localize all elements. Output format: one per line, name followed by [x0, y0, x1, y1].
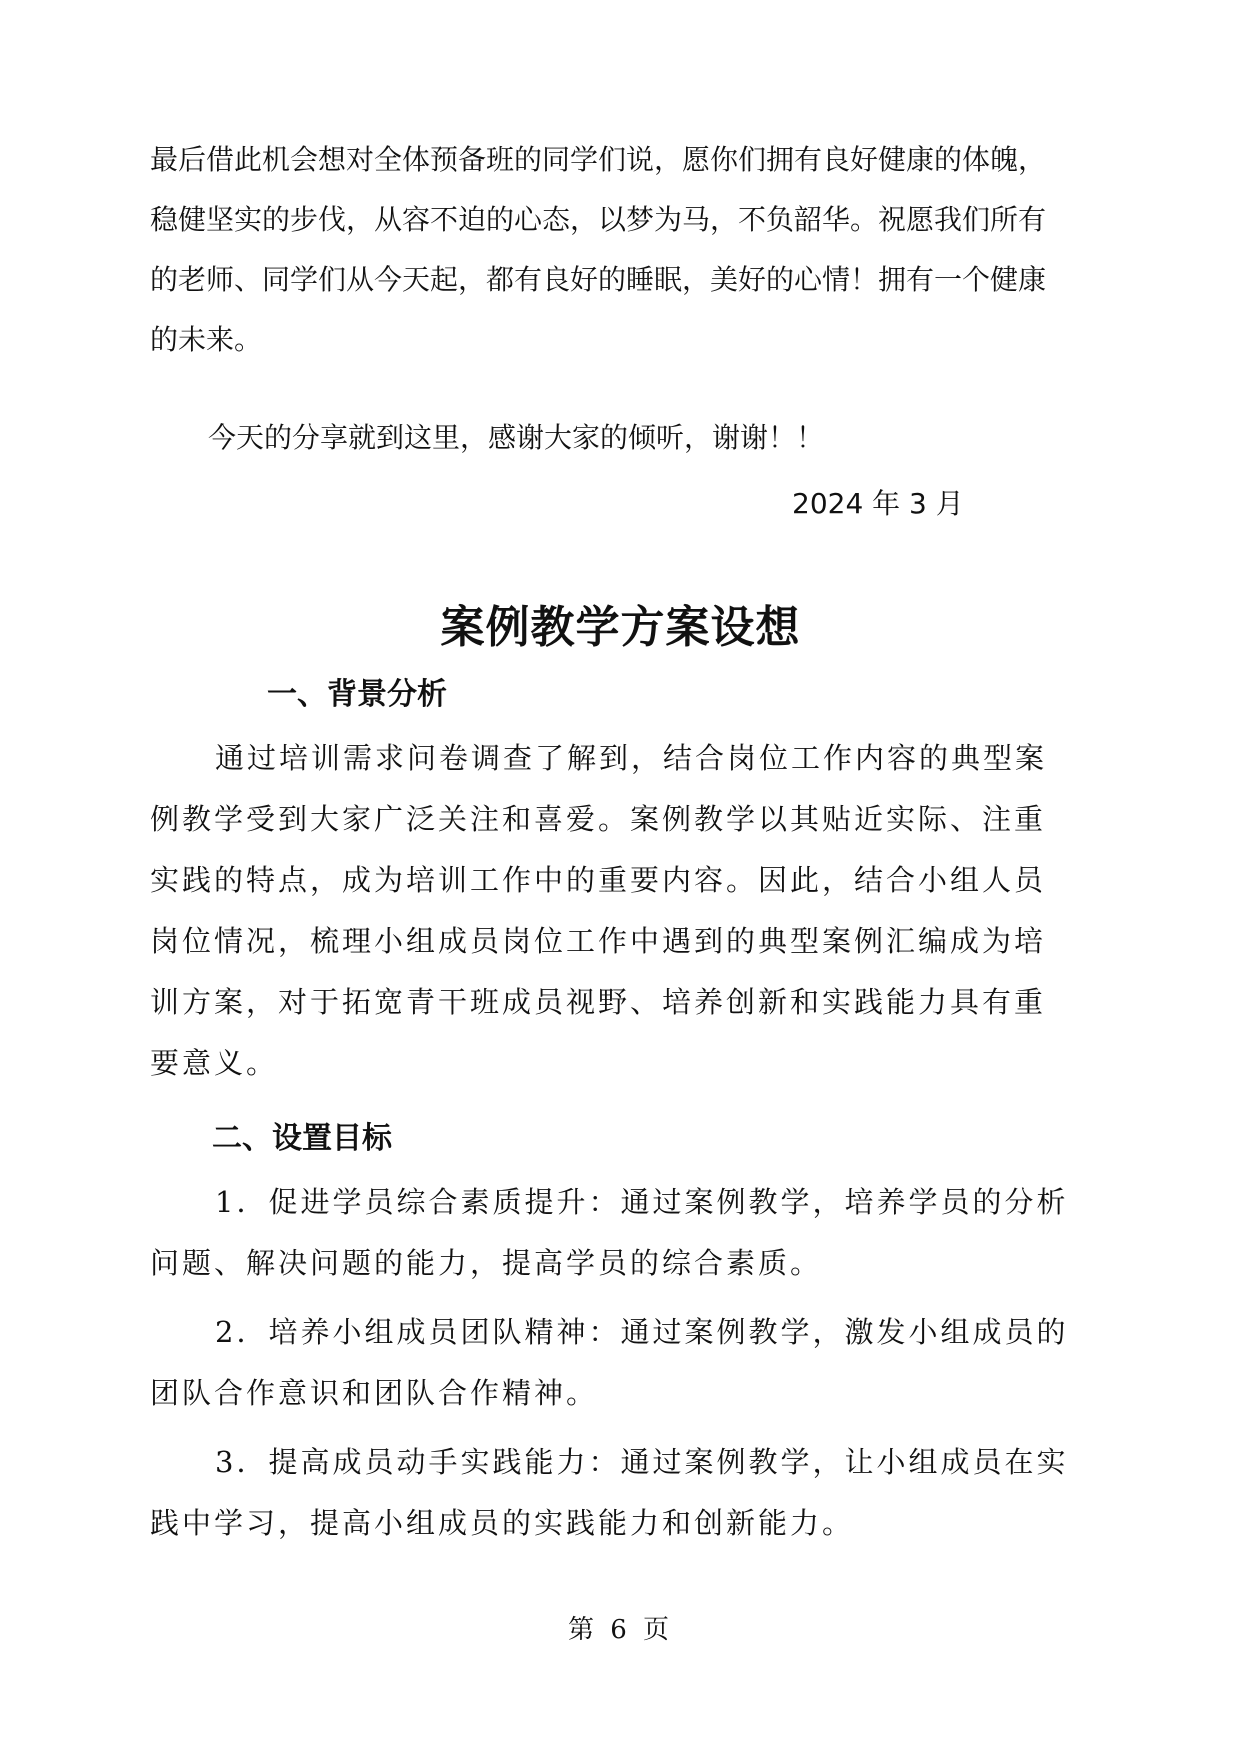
goal-item-line: 1．促进学员综合素质提升：通过案例教学，培养学员的分析 [215, 1185, 1069, 1219]
section-heading-goals: 二、设置目标 [212, 1121, 392, 1156]
goal-item-line: 问题、解决问题的能力，提高学员的综合素质。 [150, 1246, 823, 1280]
section-body-line: 例教学受到大家广泛关注和喜爱。案例教学以其贴近实际、注重 [150, 802, 1047, 836]
closing-paragraph-line: 的未来。 [150, 323, 263, 356]
section-body-line: 实践的特点，成为培训工作中的重要内容。因此，结合小组人员 [150, 863, 1047, 897]
section-body-line: 岗位情况，梳理小组成员岗位工作中遇到的典型案例汇编成为培 [150, 924, 1047, 958]
section-heading-background: 一、背景分析 [267, 677, 447, 712]
section-body-line: 通过培训需求问卷调查了解到，结合岗位工作内容的典型案 [215, 741, 1048, 775]
page-number: 第 6 页 [567, 1615, 674, 1645]
section-body-line: 要意义。 [150, 1046, 279, 1080]
goal-item-line: 践中学习，提高小组成员的实践能力和创新能力。 [150, 1506, 855, 1540]
closing-paragraph-line: 最后借此机会想对全体预备班的同学们说，愿你们拥有良好健康的体魄， [150, 143, 1047, 176]
closing-paragraph-line: 稳健坚实的步伐，从容不迫的心态，以梦为马，不负韶华。祝愿我们所有 [150, 203, 1047, 236]
page-title: 案例教学方案设想 [440, 602, 801, 653]
goal-item-line: 2．培养小组成员团队精神：通过案例教学，激发小组成员的 [215, 1315, 1069, 1349]
document-date: 2024 年 3 月 [792, 487, 964, 520]
goal-item-line: 团队合作意识和团队合作精神。 [150, 1376, 599, 1410]
thanks-line: 今天的分享就到这里，感谢大家的倾听，谢谢！！ [208, 421, 825, 454]
goal-item-line: 3．提高成员动手实践能力：通过案例教学，让小组成员在实 [215, 1445, 1069, 1479]
closing-paragraph-line: 的老师、同学们从今天起，都有良好的睡眠，美好的心情！拥有一个健康 [150, 263, 1047, 296]
section-body-line: 训方案，对于拓宽青干班成员视野、培养创新和实践能力具有重 [150, 985, 1047, 1019]
